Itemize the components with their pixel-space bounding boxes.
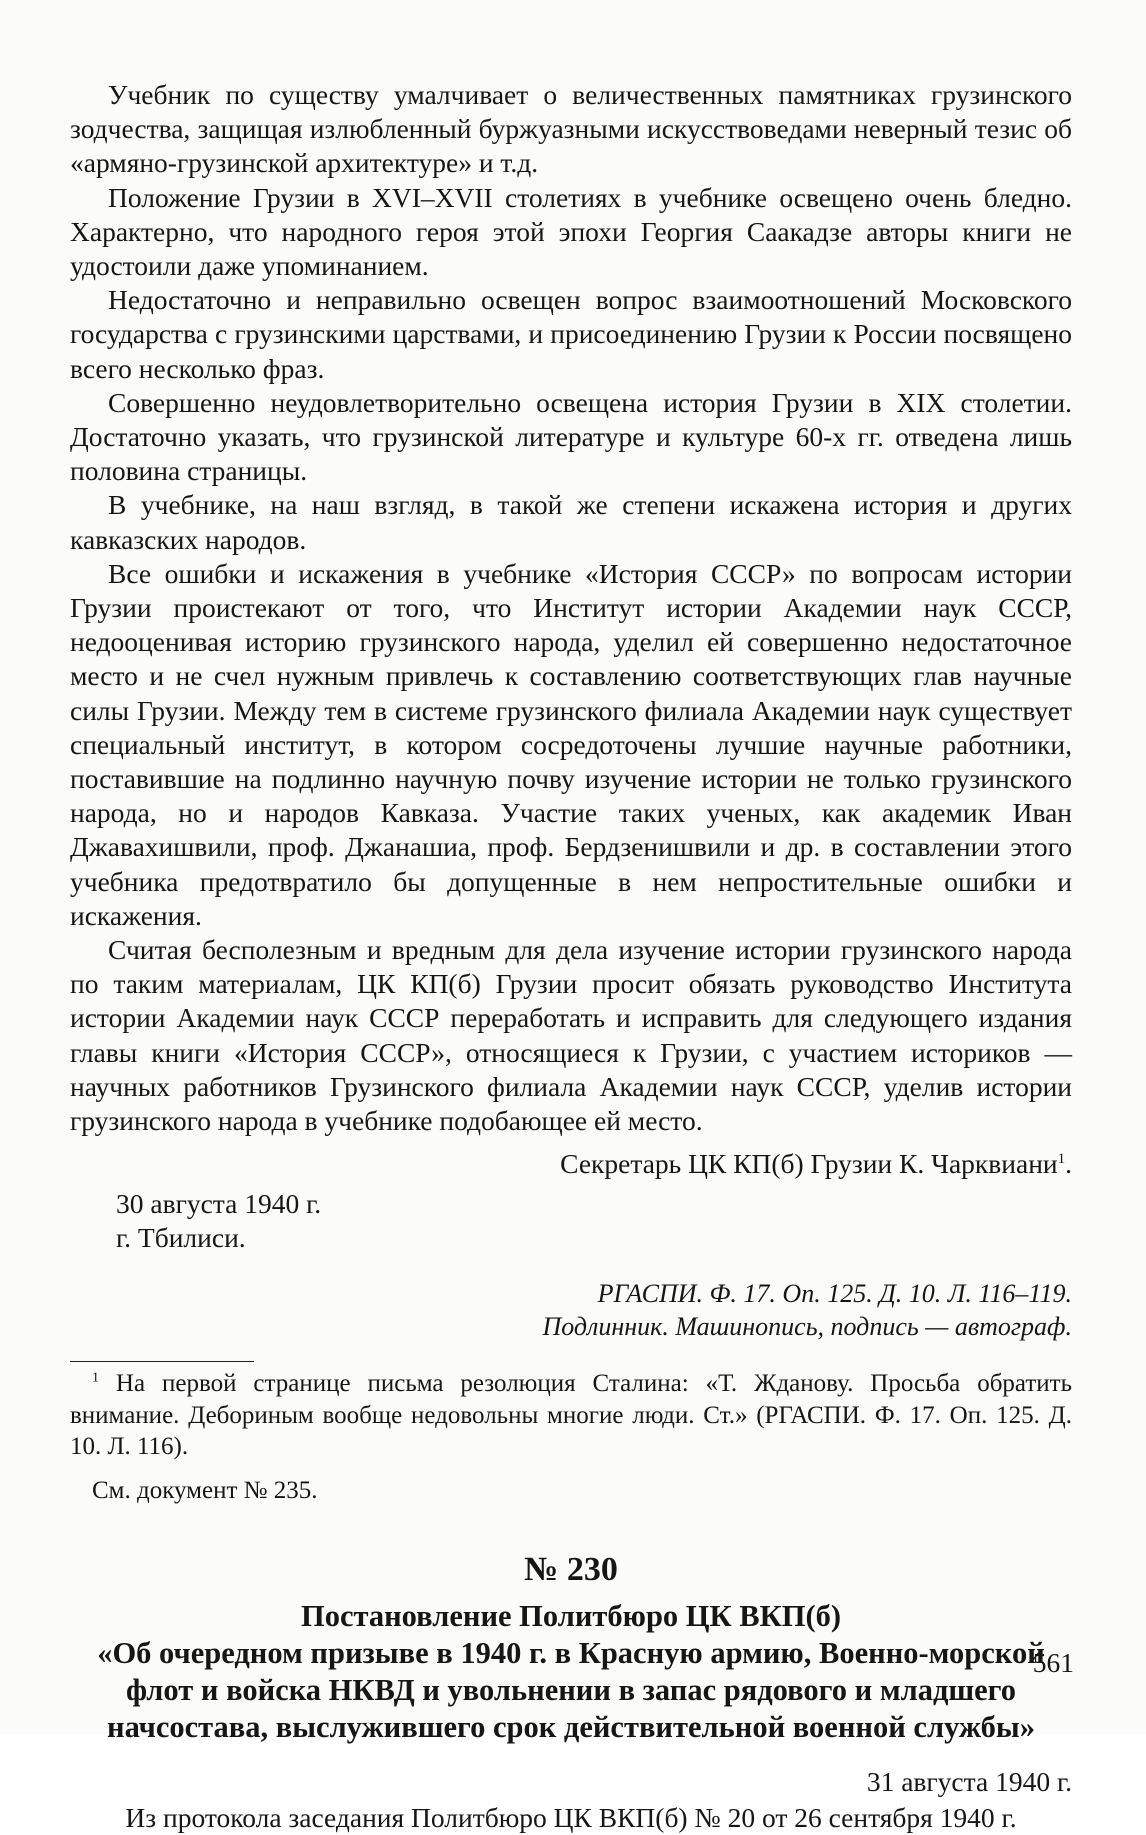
footnote-marker: 1 — [1057, 1151, 1066, 1168]
footnote-divider — [70, 1361, 254, 1362]
footnote-text: На первой странице письма резолюция Сталина: «Т. Жданову. Просьба обратить внимание. Дебориным вообще недовольны многие люди. Ст.» (РГАСПИ. Ф. 17. Оп. 125. Д. 10. Л. 116). — [70, 1370, 1072, 1461]
page-number: 561 — [1032, 1647, 1074, 1678]
paragraph: Недостаточно и неправильно освещен вопрос взаимоотношений Московского государства с грузинскими царствами, и присоединению Грузии к России посвящено всего несколько фраз. — [70, 284, 1072, 384]
page-body — [70, 78, 1072, 1835]
document-number: № 230 — [524, 1551, 618, 1589]
signature-line: Секретарь ЦК КП(б) Грузии К. Чарквиани$^1$. — [560, 1148, 1072, 1180]
document-title — [70, 1598, 1072, 1746]
archive-note: Подлинник. Машинопись, подпись — автограф. — [542, 1312, 1072, 1342]
paragraph: Совершенно неудовлетворительно освещена история Грузии в XIX столетии. Достаточно указать, что грузинской литературе и культуре 60-х гг. отведена лишь половина страницы. — [70, 386, 1072, 487]
letter-place: г. Тбилиси. — [116, 1222, 246, 1254]
letter-date: 30 августа 1940 г. — [116, 1188, 322, 1220]
document-title-line1: Постановление Политбюро ЦК ВКП(б) — [300, 1599, 842, 1634]
paragraph: Положение Грузии в XVI–XVII столетиях в учебнике освещено очень бледно. Характерно, что народного героя этой эпохи Георгия Саакадзе авторы книги не удостоили даже упоминанием. — [70, 181, 1072, 282]
letter-date-place — [70, 1187, 1072, 1255]
see-also-note: См. документ № 235. — [92, 1476, 318, 1504]
paragraph: Все ошибки и искажения в учебнике «История СССР» по вопросам истории Грузии проистекают от того, что Институт истории Академии наук СССР, недооценивая историю грузинского народа, уделил ей совершенно недостаточное место и не счел нужным привлечь к составлению соответствующих глав научные силы Грузии. Между тем в системе грузинского филиала Академии наук существует специальный институт, в котором сосредоточены лучшие научные работники, поставившие на подлинно научную почву изучение истории не только грузинского народа, но и народов Кавказа. Участие таких ученых, как академик Иван Джавахишвили, проф. Джанашиа, проф. Бердзенишвили и др. в составлении этого учебника предотвратило бы допущенные в нем непростительные ошибки и искажения. — [70, 557, 1072, 931]
footnote — [70, 1368, 1072, 1463]
protocol-reference: Из протокола заседания Политбюро ЦК ВКП(б) № 20 от 26 сентября 1940 г. — [125, 1802, 1017, 1834]
signature-text: Секретарь ЦК КП(б) Грузии К. Чарквиани — [560, 1148, 1058, 1180]
document-title-line2: «Об очередном призыве в 1940 г. в Красную армию, Военно-морской флот и войска НКВД и увольнении в запас рядового и младшего начсостава, выслужившего срок действительной военной службы» — [97, 1636, 1045, 1745]
archive-ref: РГАСПИ. Ф. 17. Оп. 125. Д. 10. Л. 116–119. — [597, 1279, 1072, 1309]
paragraph: Учебник по существу умалчивает о величественных памятниках грузинского зодчества, защищая излюбленный буржуазными искусствоведами неверный тезис об «армяно-грузинской архитектуре» и т.д. — [70, 79, 1072, 179]
paragraph: Считая бесполезным и вредным для дела изучение истории грузинского народа по таким материалам, ЦК КП(б) Грузии просит обязать руководство Института истории Академии наук СССР переработать и исправить для следующего издания главы книги «История СССР», относящиеся к Грузии, с участием историков — научных работников Грузинского филиала Академии наук СССР, уделив истории грузинского народа в учебнике подобающее ей место. — [70, 934, 1072, 1137]
footnote-mark: 1 — [92, 1370, 99, 1386]
document-date: 31 августа 1940 г. — [866, 1766, 1072, 1798]
paragraph: В учебнике, на наш взгляд, в такой же степени искажена история и других кавказских народов. — [70, 489, 1072, 555]
archive-reference — [70, 1277, 1072, 1343]
